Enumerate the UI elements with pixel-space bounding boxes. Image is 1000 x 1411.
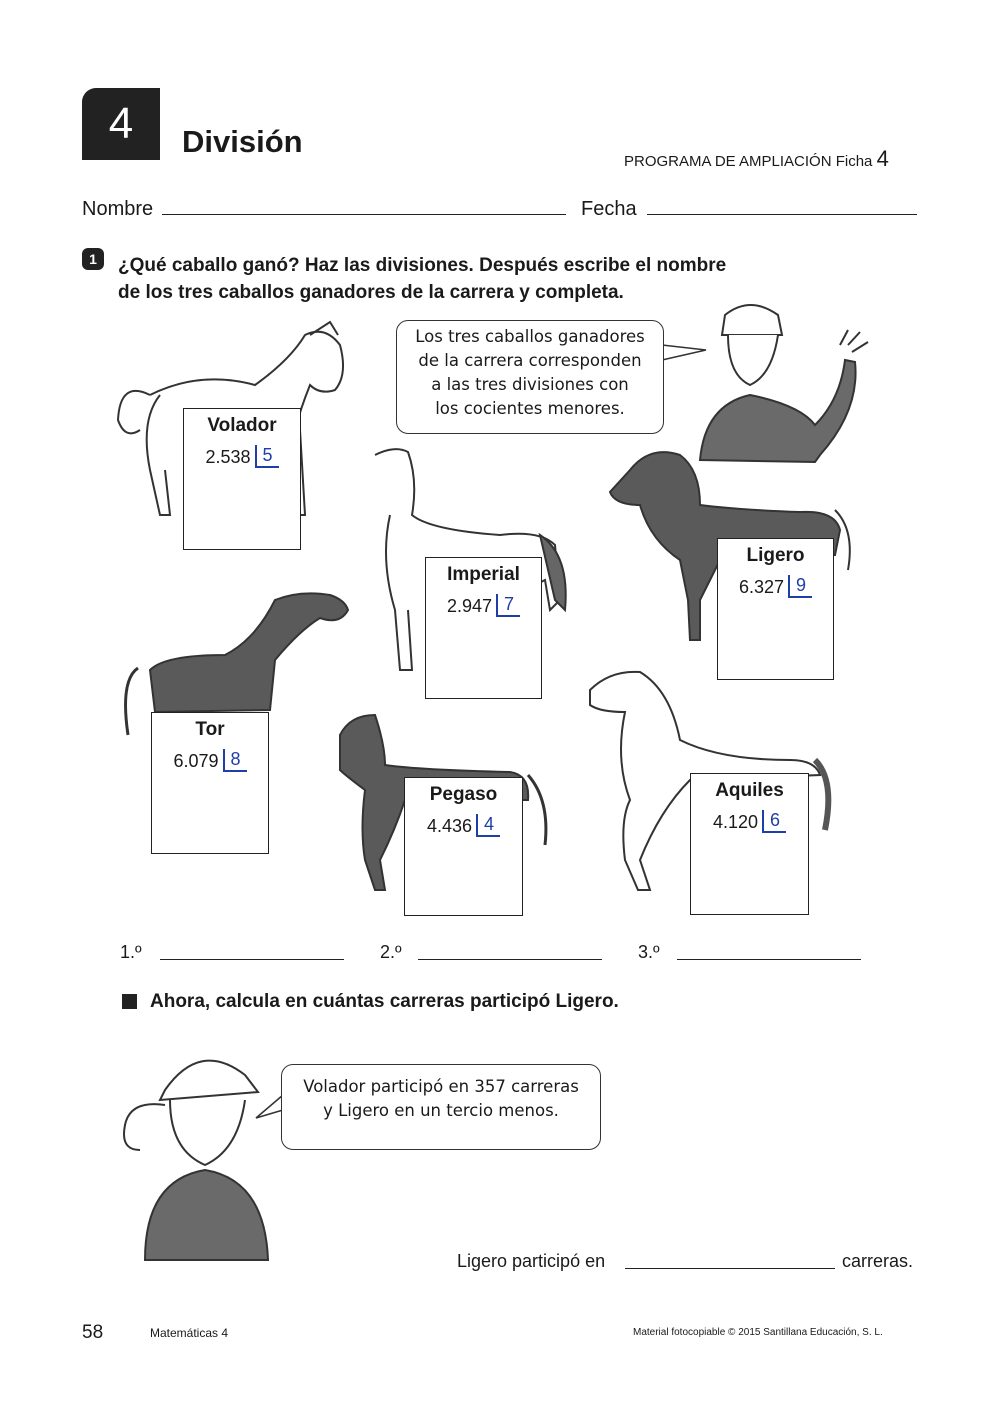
- page-title: División: [182, 124, 303, 159]
- horse-card-aquiles: [690, 773, 809, 915]
- jockey-boy-illustration: [700, 305, 868, 462]
- question-number: 1: [82, 248, 104, 270]
- dividend: 2.947: [446, 596, 493, 616]
- horse-card-tor: [151, 712, 269, 854]
- division[interactable]: [152, 749, 268, 772]
- answer-prefix: Ligero participó en: [457, 1251, 606, 1271]
- name-label: Nombre: [82, 198, 154, 220]
- divisor: 6: [762, 810, 786, 833]
- square-bullet-icon: [122, 994, 137, 1009]
- bottom-speech-bubble: [281, 1064, 601, 1150]
- horse-name: Imperial: [447, 564, 520, 585]
- third-place-field[interactable]: [677, 959, 861, 960]
- horse-name: Pegaso: [429, 784, 498, 805]
- question-line-2: de los tres caballos ganadores de la carrera y completa.: [118, 282, 624, 303]
- dividend: 4.436: [426, 816, 473, 836]
- horse-name: Volador: [207, 415, 277, 436]
- divisor: 8: [223, 749, 247, 772]
- ficha-label: Ficha: [835, 153, 873, 170]
- jockey-girl-illustration: [124, 1061, 268, 1260]
- horse-name: Ligero: [746, 545, 805, 566]
- horse-card-volador: [183, 408, 301, 550]
- program-name: PROGRAMA DE AMPLIACIÓN: [624, 153, 832, 170]
- horse-card-pegaso: [404, 777, 523, 916]
- top-bubble-line-2: de la carrera corresponden: [418, 351, 642, 370]
- division[interactable]: [184, 445, 300, 468]
- date-label: Fecha: [581, 198, 637, 220]
- dividend: 6.327: [738, 577, 785, 597]
- sub-question-text: Ahora, calcula en cuántas carreras participó Ligero.: [150, 991, 619, 1012]
- page-number: 58: [82, 1322, 104, 1343]
- dividend: 6.079: [173, 751, 219, 771]
- top-speech-bubble: [396, 320, 664, 434]
- horse-card-ligero: [717, 538, 834, 680]
- divisor: 7: [496, 594, 520, 617]
- dividend: 2.538: [205, 447, 251, 467]
- answer-field[interactable]: [625, 1268, 835, 1269]
- copyright-text: Material fotocopiable © 2015 Santillana Educación, S. L.: [633, 1327, 883, 1338]
- top-bubble-line-1: Los tres caballos ganadores: [415, 327, 645, 346]
- first-place-label: 1.º: [120, 942, 142, 962]
- bottom-bubble-line-1: Volador participó en 357 carreras: [303, 1077, 579, 1096]
- division[interactable]: [426, 594, 541, 617]
- subject-label: Matemáticas 4: [150, 1326, 229, 1340]
- division[interactable]: [718, 575, 833, 598]
- divisor: 4: [476, 814, 500, 837]
- second-place-field[interactable]: [418, 959, 602, 960]
- unit-number-badge: 4: [82, 88, 160, 160]
- bottom-bubble-line-2: y Ligero en un tercio menos.: [323, 1101, 559, 1120]
- third-place-label: 3.º: [638, 942, 660, 962]
- top-bubble-line-3: a las tres divisiones con: [431, 375, 629, 394]
- answer-suffix: carreras.: [842, 1251, 914, 1271]
- top-bubble-line-4: los cocientes menores.: [435, 399, 625, 418]
- question-line-1: ¿Qué caballo ganó? Haz las divisiones. Después escribe el nombre: [118, 255, 727, 276]
- horse-name: Tor: [195, 719, 225, 740]
- ficha-number: 4: [876, 146, 889, 171]
- horse-card-imperial: [425, 557, 542, 699]
- division[interactable]: [405, 814, 522, 837]
- division[interactable]: [691, 810, 808, 833]
- divisor: 9: [788, 575, 812, 598]
- divisor: 5: [255, 445, 279, 468]
- horse-name: Aquiles: [715, 780, 784, 801]
- first-place-field[interactable]: [160, 959, 344, 960]
- dividend: 4.120: [712, 812, 759, 832]
- second-place-label: 2.º: [380, 942, 402, 962]
